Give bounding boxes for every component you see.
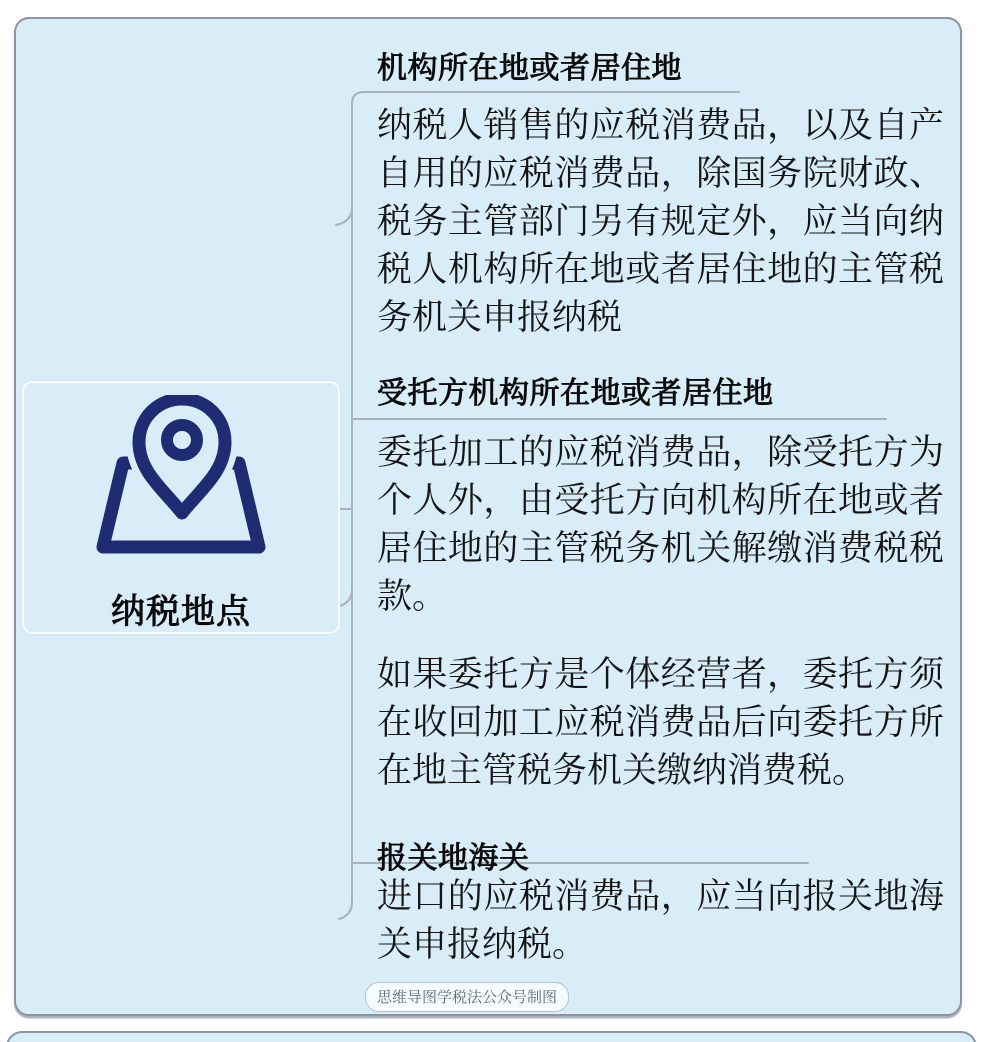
section-body-1: 纳税人销售的应税消费品，以及自产自用的应税消费品，除国务院财政、税务主管部门另有规定外，应当向纳税人机构所在地或者居住地的主管税务机关申报纳税 xyxy=(377,106,944,337)
section-title-3: 报关地海关 xyxy=(377,842,530,875)
next-card-edge xyxy=(6,1031,977,1042)
root-topic-node[interactable] xyxy=(22,381,340,634)
map-pin-icon xyxy=(93,395,269,561)
branch-curl-1 xyxy=(336,209,352,225)
watermark-badge xyxy=(365,982,569,1012)
root-topic-label: 纳税地点 xyxy=(111,593,251,631)
mindmap-card xyxy=(14,17,962,1016)
section-title-1: 机构所在地或者居住地 xyxy=(377,52,682,85)
section-title-2: 受托方机构所在地或者居住地 xyxy=(377,377,774,410)
watermark-text: 思维导图学税法公众号制图 xyxy=(377,989,558,1006)
section-body-2-paragraph-2: 如果委托方是个体经营者，委托方须在收回加工应税消费品后向委托方所在地主管税务机关缴纳消费税。 xyxy=(377,655,944,790)
section-body-3: 进口的应税消费品，应当向报关地海关申报纳税。 xyxy=(377,877,944,964)
section-body-2-paragraph-1: 委托加工的应税消费品，除受托方为个人外，由受托方向机构所在地或者居住地的主管税务机关解缴消费税税款。 xyxy=(377,433,944,616)
